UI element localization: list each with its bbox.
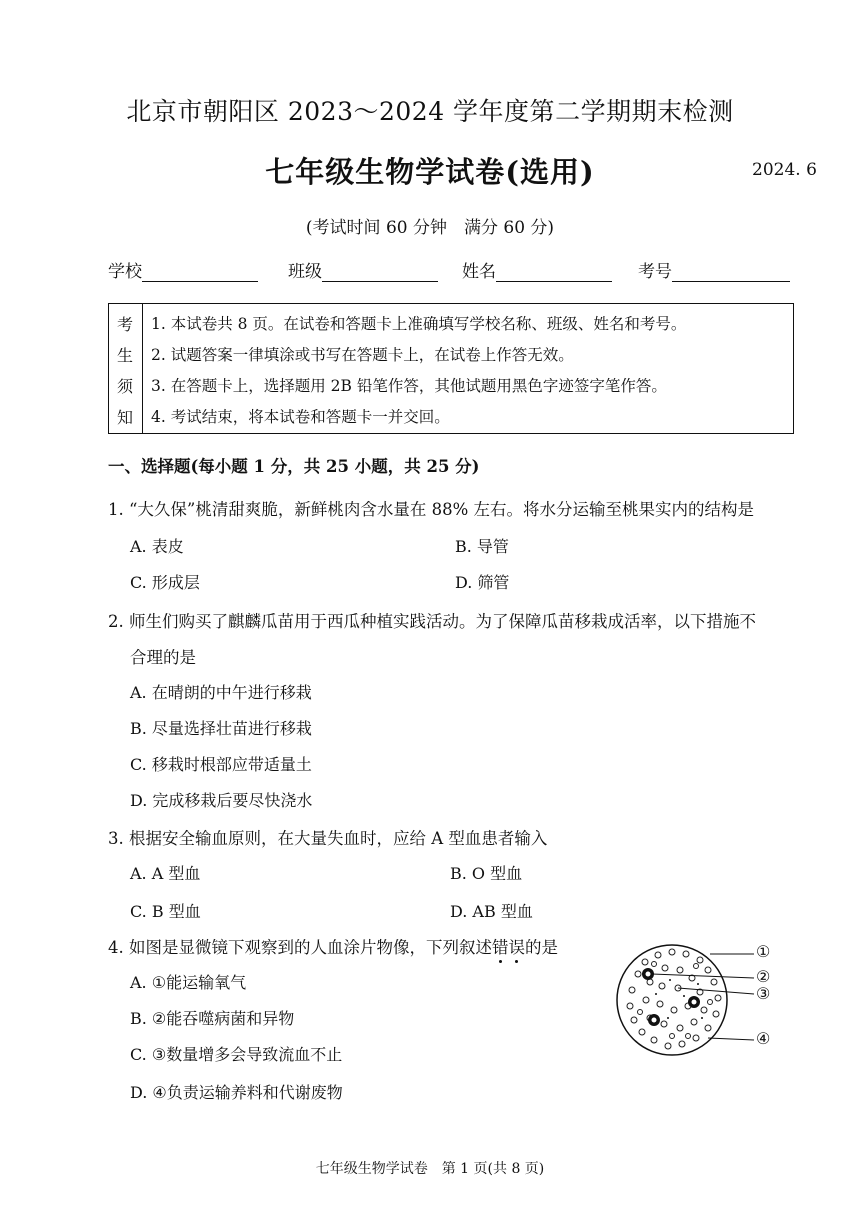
question-2-stem-cont: 合理的是 — [130, 648, 196, 667]
q4-option-b[interactable]: B. ②能吞噬病菌和异物 — [130, 1009, 295, 1028]
label-4: ④ — [756, 1029, 771, 1048]
emphasis-text: 错误 — [492, 938, 525, 957]
class-field[interactable] — [288, 257, 438, 282]
number-field[interactable] — [638, 257, 790, 282]
page-footer: 七年级生物学试卷 第 1 页(共 8 页) — [315, 1161, 545, 1177]
exam-date: 2024. 6 — [752, 160, 817, 180]
q3-option-b[interactable]: B. O 型血 — [450, 864, 523, 883]
q2-option-d[interactable]: D. 完成移栽后要尽快浇水 — [130, 791, 313, 810]
question-4-stem-end: 的是 — [525, 938, 558, 957]
question-3-stem: 3. 根据安全输血原则，在大量失血时，应给 A 型血患者输入 — [108, 829, 548, 848]
q2-option-b[interactable]: B. 尽量选择壮苗进行移栽 — [130, 719, 312, 738]
q3-option-a[interactable]: A. A 型血 — [130, 864, 201, 883]
notice-side-char: 知 — [116, 408, 133, 427]
school-blank[interactable] — [142, 263, 258, 282]
number-label: 考号 — [638, 262, 672, 282]
candidate-notice-box — [108, 303, 794, 434]
q4-option-a[interactable]: A. ①能运输氧气 — [130, 973, 247, 992]
notice-item: 2. 试题答案一律填涂或书写在答题卡上，在试卷上作答无效。 — [151, 346, 574, 364]
notice-side-char: 考 — [116, 315, 133, 334]
question-4-stem — [108, 934, 558, 958]
q4-option-d[interactable]: D. ④负责运输养料和代谢废物 — [130, 1083, 343, 1102]
notice-item: 3. 在答题卡上，选择题用 2B 铅笔作答，其他试题用黑色字迹签字笔作答。 — [151, 377, 667, 395]
name-field[interactable] — [462, 257, 612, 282]
q1-option-c[interactable]: C. 形成层 — [130, 573, 200, 592]
exam-duration-score: (考试时间 60 分钟 满分 60 分) — [305, 218, 555, 238]
paper-title: 七年级生物学试卷(选用) — [265, 155, 595, 189]
class-blank[interactable] — [322, 263, 438, 282]
exam-header-title: 北京市朝阳区 2023～2024 学年度第二学期期末检测 — [126, 97, 734, 126]
question-1-stem: 1. “大久保”桃清甜爽脆，新鲜桃肉含水量在 88% 左右。将水分运输至桃果实内的结构是 — [108, 500, 755, 519]
school-field[interactable] — [108, 257, 258, 282]
notice-side-char: 须 — [116, 377, 133, 396]
notice-side-label — [109, 304, 143, 433]
q1-option-d[interactable]: D. 筛管 — [455, 573, 510, 592]
label-3: ③ — [756, 984, 771, 1003]
q2-option-c[interactable]: C. 移栽时根部应带适量土 — [130, 755, 312, 774]
notice-item: 4. 考试结束，将本试卷和答题卡一并交回。 — [151, 408, 450, 426]
school-label: 学校 — [108, 262, 142, 282]
name-label: 姓名 — [462, 262, 496, 282]
question-4-stem-text: 4. 如图是显微镜下观察到的人血涂片物像，下列叙述 — [108, 938, 492, 957]
q4-option-c[interactable]: C. ③数量增多会导致流血不止 — [130, 1045, 343, 1064]
emphasis-word — [492, 934, 525, 958]
student-info-row — [108, 257, 798, 285]
label-1: ① — [756, 942, 771, 961]
label-2: ② — [756, 967, 771, 986]
notice-side-char: 生 — [116, 346, 133, 365]
class-label: 班级 — [288, 262, 322, 282]
notice-item: 1. 本试卷共 8 页。在试卷和答题卡上准确填写学校名称、班级、姓名和考号。 — [151, 315, 687, 333]
emphasis-dots — [492, 960, 525, 964]
number-blank[interactable] — [672, 263, 790, 282]
name-blank[interactable] — [496, 263, 612, 282]
q2-option-a[interactable]: A. 在晴朗的中午进行移栽 — [130, 683, 312, 702]
q3-option-d[interactable]: D. AB 型血 — [450, 902, 533, 921]
q1-option-a[interactable]: A. 表皮 — [130, 537, 184, 556]
section-heading: 一、选择题(每小题 1 分，共 25 小题，共 25 分) — [108, 457, 480, 476]
blood-smear-figure — [610, 940, 790, 1060]
q3-option-c[interactable]: C. B 型血 — [130, 902, 201, 921]
q1-option-b[interactable]: B. 导管 — [455, 537, 509, 556]
question-2-stem: 2. 师生们购买了麒麟瓜苗用于西瓜种植实践活动。为了保障瓜苗移栽成活率，以下措施不 — [108, 612, 756, 631]
